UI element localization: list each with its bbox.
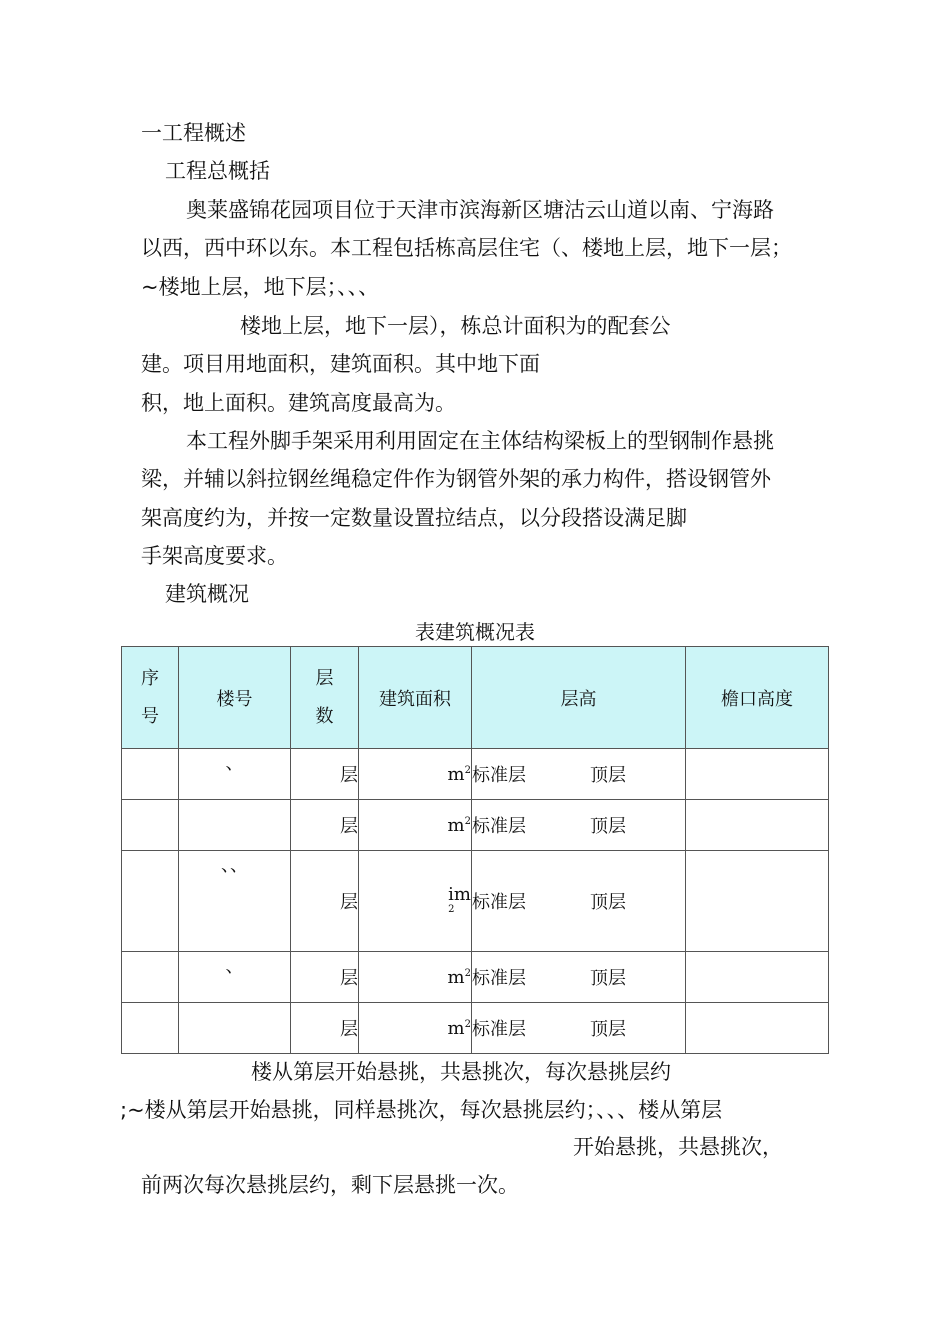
paragraph-line: 前两次每次悬挑层约，剩下层悬挑一次。 [141, 1173, 519, 1197]
table-row [122, 952, 829, 1003]
area-unit-sup: 2 [464, 1018, 471, 1030]
table-row [122, 800, 829, 851]
area-unit-sup: 2 [464, 815, 471, 827]
top-floor-label: 顶层 [590, 892, 626, 913]
cell-floors: 层 [291, 800, 359, 851]
cell-eave-height [686, 1003, 829, 1054]
standard-floor-label: 标准层 [472, 816, 526, 837]
standard-floor-label: 标准层 [472, 1019, 526, 1040]
cell-floors: 层 [291, 1003, 359, 1054]
paragraph-line: 架高度约为，并按一定数量设置拉结点，以分段搭设满足脚 [141, 506, 687, 530]
paragraph-line: ~楼地上层，地下层；、、、 [141, 275, 380, 299]
header-eave-height: 檐口高度 [686, 647, 829, 749]
top-floor-label: 顶层 [590, 968, 626, 989]
top-floor-label: 顶层 [590, 765, 626, 786]
cell-floors: 层 [291, 952, 359, 1003]
cell-eave-height [686, 851, 829, 952]
cell-floor-height [472, 952, 686, 1003]
header-building: 楼号 [179, 647, 291, 749]
header-seq-top: 序 [141, 667, 159, 689]
table-row [122, 749, 829, 800]
area-unit: m [447, 966, 465, 988]
paragraph-line: 开始悬挑，共悬挑次， [573, 1135, 783, 1159]
cell-eave-height [686, 749, 829, 800]
cell-area [359, 851, 472, 952]
paragraph-line: 本工程外脚手架采用利用固定在主体结构梁板上的型钢制作悬挑 [186, 429, 774, 453]
cell-floors: 层 [291, 749, 359, 800]
header-seq-bottom: 号 [141, 705, 159, 727]
cell-seq [122, 952, 179, 1003]
area-unit: m [447, 1017, 465, 1039]
area-unit-sup: 2 [464, 764, 471, 776]
area-unit: m [447, 763, 465, 785]
cell-building: 、 [179, 749, 291, 800]
standard-floor-label: 标准层 [472, 892, 526, 913]
cell-floor-height [472, 800, 686, 851]
paragraph-line: 楼从第层开始悬挑，共悬挑次，每次悬挑层约 [251, 1060, 671, 1084]
header-floors [291, 647, 359, 749]
cell-eave-height [686, 952, 829, 1003]
header-floors-bottom: 数 [315, 705, 334, 727]
standard-floor-label: 标准层 [472, 968, 526, 989]
cell-eave-height [686, 800, 829, 851]
top-floor-label: 顶层 [590, 816, 626, 837]
cell-floors: 层 [291, 851, 359, 952]
header-seq [122, 647, 179, 749]
paragraph-line: 积，地上面积。建筑高度最高为。 [141, 391, 456, 415]
area-unit: m [447, 814, 465, 836]
paragraph-line: 手架高度要求。 [141, 544, 288, 568]
cell-area [359, 1003, 472, 1054]
paragraph-line: 奥莱盛锦花园项目位于天津市滨海新区塘沽云山道以南、宁海路 [186, 198, 774, 222]
subsection-heading: 建筑概况 [165, 582, 249, 606]
cell-area [359, 749, 472, 800]
cell-seq [122, 851, 179, 952]
section-heading: 一工程概述 [141, 121, 246, 145]
header-floors-top: 层 [315, 667, 334, 689]
cell-seq [122, 800, 179, 851]
header-floor-height: 层高 [472, 647, 686, 749]
cell-seq [122, 1003, 179, 1054]
area-unit-sup: 2 [448, 904, 455, 915]
cell-building [179, 1003, 291, 1054]
cell-seq [122, 749, 179, 800]
cell-floor-height [472, 851, 686, 952]
cell-building: 、、 [179, 851, 291, 952]
table-caption: 表建筑概况表 [415, 620, 535, 644]
paragraph-line: ;~楼从第层开始悬挑，同样悬挑次，每次悬挑层约；、、、楼从第层 [120, 1098, 723, 1122]
cell-building [179, 800, 291, 851]
cell-floor-height [472, 749, 686, 800]
area-unit: im [448, 884, 471, 905]
table-row [122, 1003, 829, 1054]
subsection-heading: 工程总概括 [165, 159, 270, 183]
paragraph-line: 以西，西中环以东。本工程包括栋高层住宅（、楼地上层，地下一层； [141, 236, 792, 260]
header-area: 建筑面积 [359, 647, 472, 749]
cell-floor-height [472, 1003, 686, 1054]
area-unit-sup: 2 [464, 967, 471, 979]
building-overview-table [121, 646, 829, 1054]
cell-area [359, 952, 472, 1003]
cell-area [359, 800, 472, 851]
cell-building: 、 [179, 952, 291, 1003]
table-row [122, 851, 829, 952]
paragraph-line: 建。项目用地面积，建筑面积。其中地下面 [141, 352, 540, 376]
paragraph-line: 楼地上层，地下一层），栋总计面积为的配套公 [240, 314, 671, 338]
paragraph-line: 梁，并辅以斜拉钢丝绳稳定件作为钢管外架的承力构件，搭设钢管外 [141, 467, 771, 491]
standard-floor-label: 标准层 [472, 765, 526, 786]
top-floor-label: 顶层 [590, 1019, 626, 1040]
table-header-row [122, 647, 829, 749]
